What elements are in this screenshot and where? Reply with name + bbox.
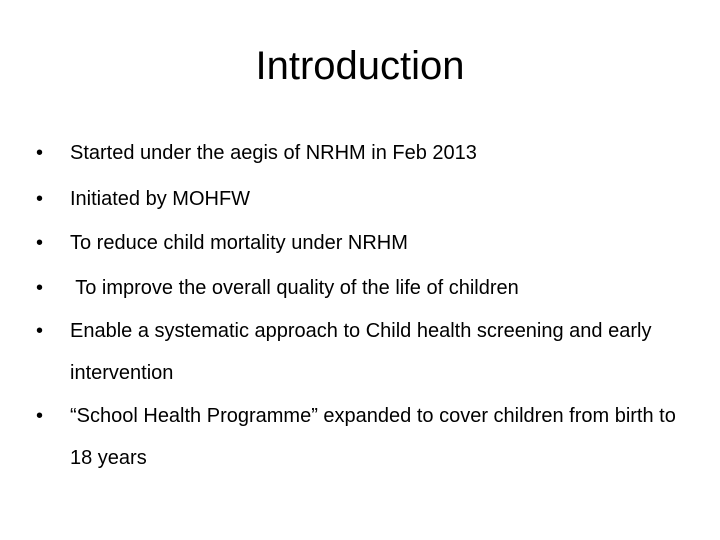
bullet-text: Enable a systematic approach to Child health screening and early intervention [70, 320, 652, 384]
bullet-icon: • [36, 142, 44, 164]
bullet-item [36, 267, 690, 309]
bullet-icon: • [36, 277, 44, 299]
bullet-icon: • [36, 320, 44, 342]
bullet-text: To reduce child mortality under NRHM [70, 232, 408, 254]
bullet-item [36, 395, 690, 479]
bullet-icon: • [36, 232, 44, 254]
bullet-text: “School Health Programme” expanded to cover children from birth to 18 years [70, 405, 676, 469]
bullet-item [36, 178, 690, 220]
slide-title: Introduction [255, 44, 465, 88]
bullet-item [36, 222, 690, 264]
bullet-text: To improve the overall quality of the life of children [70, 277, 519, 299]
bullet-icon: • [36, 405, 44, 427]
bullet-item [36, 132, 690, 174]
bullet-text: Initiated by MOHFW [70, 188, 251, 210]
bullet-icon: • [36, 188, 44, 210]
bullet-item [36, 310, 690, 394]
bullet-text: Started under the aegis of NRHM in Feb 2013 [70, 142, 477, 164]
